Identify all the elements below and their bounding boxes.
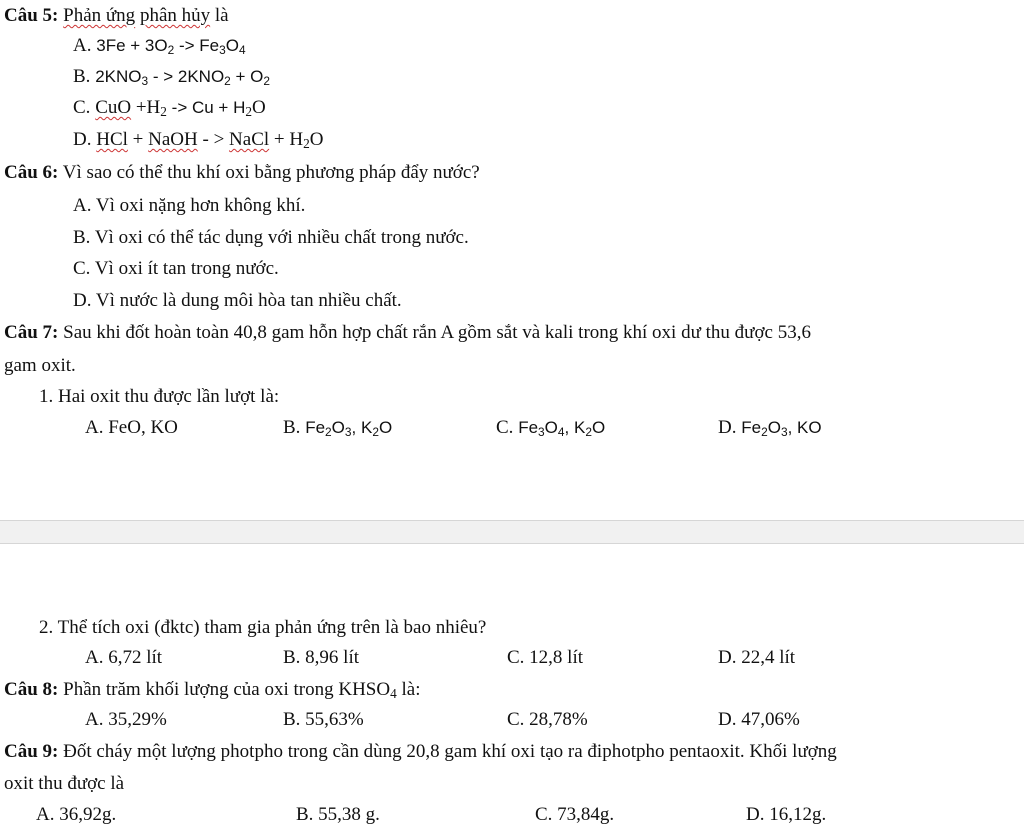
q6-stem: Câu 6: Vì sao có thể thu khí oxi bằng phương pháp đẩy nước? (4, 162, 480, 183)
q5-option-c: C. CuO $+H_2 -> Cu + H_2O$ (73, 97, 266, 119)
q5-stem (4, 4, 229, 28)
q9-option-d: D. 16,12g. (746, 804, 827, 825)
q5-text-c: là (214, 5, 229, 26)
q9-stem: Câu 9: Đốt cháy một lượng photpho trong cần dùng 20,8 gam khí oxi tạo ra điphotpho pentaoxit. Khối lượng (4, 741, 837, 762)
q5-text-b: phân hủy (139, 5, 211, 26)
q8-option-c: C. 28,78% (507, 709, 588, 730)
q5-option-a: A. $3Fe + 3O_2 -> Fe_3O_4$ (73, 35, 246, 57)
q7-part2-question: 2. Thể tích oxi (đktc) tham gia phản ứng trên là bao nhiêu? (39, 617, 487, 638)
q7-p2-option-d: D. 22,4 lít (718, 647, 796, 668)
q7-p1-option-c: C. $Fe_3O_4$, $K_2O$ (496, 417, 606, 439)
q7-p1-option-a: A. FeO, KO (85, 417, 178, 438)
q9-option-c: C. 73,84g. (535, 804, 615, 825)
q5-option-b: B. $2KNO_3$ - > $2KNO_2 + O_2$ (73, 66, 271, 88)
q7-label: Câu 7: (4, 322, 59, 343)
q8-option-d: D. 47,06% (718, 709, 800, 730)
q7-part1-question: 1. Hai oxit thu được lần lượt là: (39, 386, 280, 407)
q9-option-a: A. 36,92g. (36, 804, 117, 825)
q8-stem: Câu 8: Phần trăm khối lượng của oxi trong $KHSO_4$ là: (4, 679, 421, 701)
q7-p1-option-d: D. $Fe_2O_3$, KO (718, 417, 822, 439)
q9-label: Câu 9: (4, 741, 59, 762)
q6-option-d: D. Vì nước là dung môi hòa tan nhiều chất. (73, 290, 402, 311)
q7-p2-option-a: A. 6,72 lít (85, 647, 163, 668)
page-break-separator (0, 520, 1024, 544)
q8-option-a: A. 35,29% (85, 709, 167, 730)
q5-label: Câu 5: (4, 5, 59, 26)
q6-label: Câu 6: (4, 162, 59, 183)
q6-option-a: A. Vì oxi nặng hơn không khí. (73, 195, 306, 216)
q6-option-c: C. Vì oxi ít tan trong nước. (73, 258, 279, 279)
q8-option-b: B. 55,63% (283, 709, 364, 730)
q7-p2-option-c: C. 12,8 lít (507, 647, 584, 668)
q6-option-b: B. Vì oxi có thể tác dụng với nhiều chất trong nước. (73, 227, 469, 248)
q9-option-b: B. 55,38 g. (296, 804, 380, 825)
q5-text-a: Phản ứng (63, 5, 136, 26)
q7-stem-cont: gam oxit. (4, 355, 76, 376)
q8-label: Câu 8: (4, 679, 59, 700)
q7-p1-option-b: B. $Fe_2O_3$, $K_2O$ (283, 417, 393, 439)
q7-stem: Câu 7: Sau khi đốt hoàn toàn 40,8 gam hỗn hợp chất rắn A gồm sắt và kali trong khí oxi dư thu được 53,6 (4, 322, 811, 343)
q5-option-d: D. HCl + NaOH - > NaCl + $H_2O$ (73, 129, 324, 151)
q7-p2-option-b: B. 8,96 lít (283, 647, 360, 668)
q9-stem-cont: oxit thu được là (4, 773, 125, 794)
